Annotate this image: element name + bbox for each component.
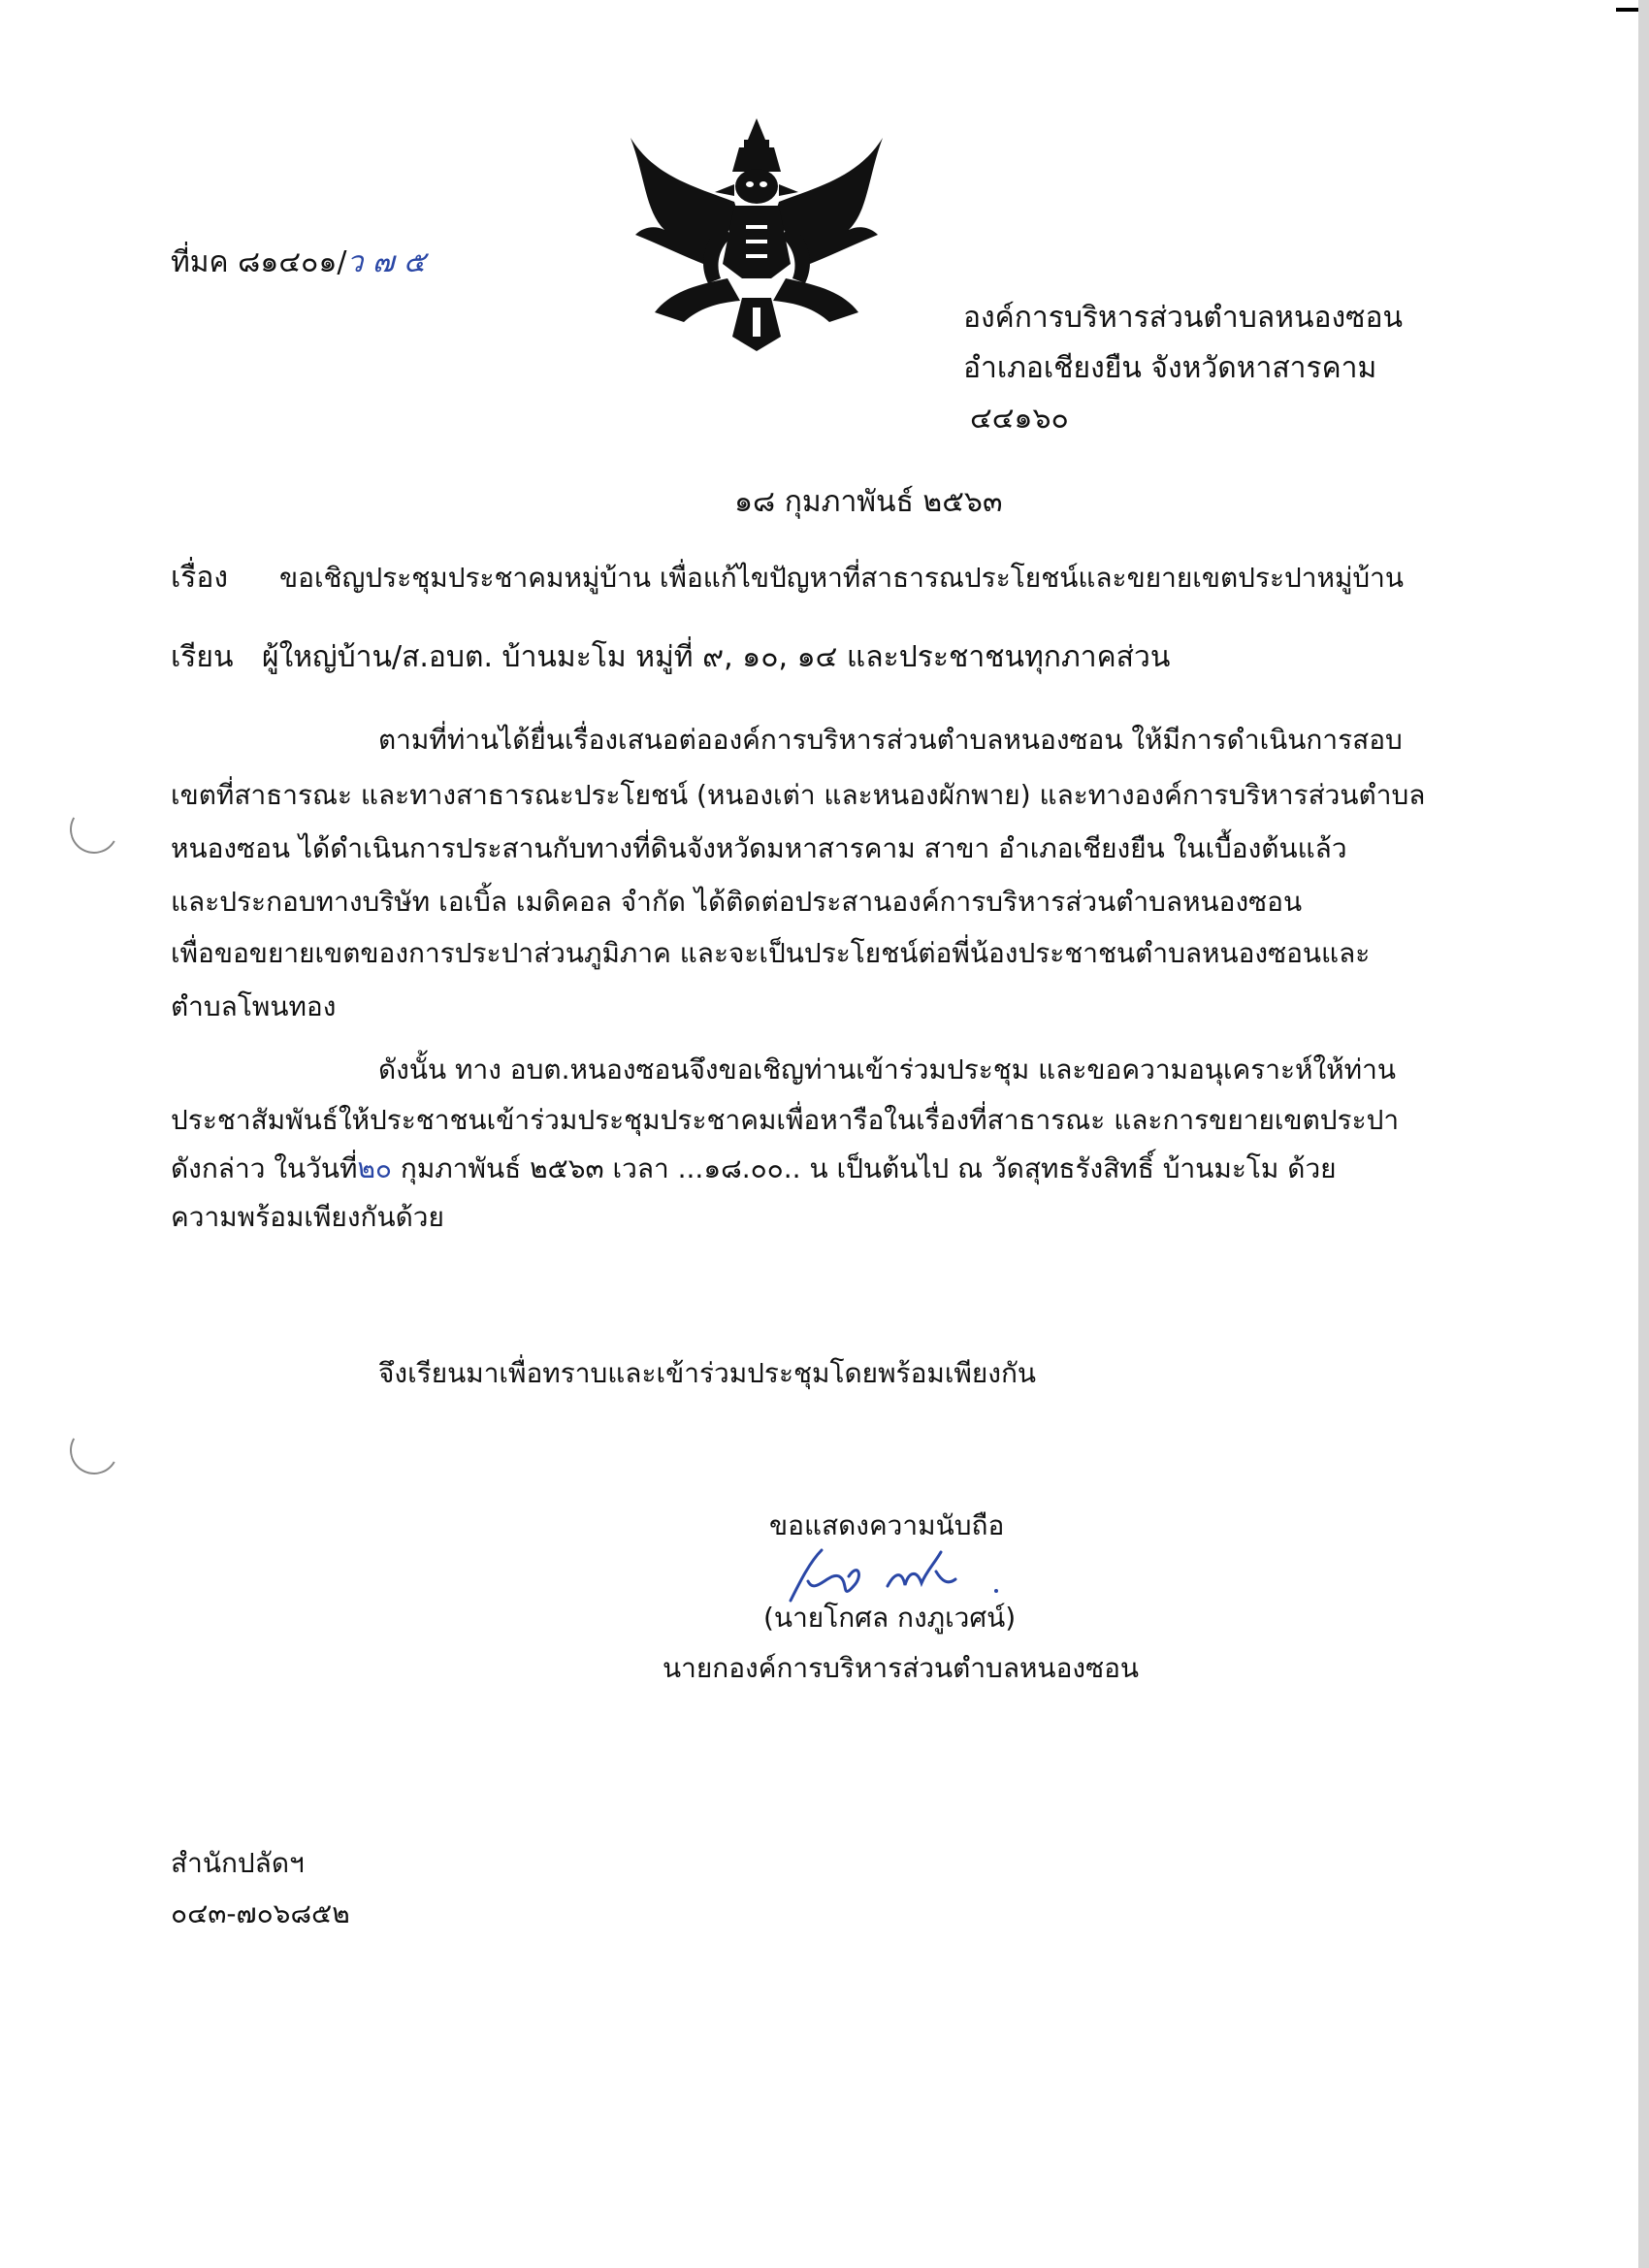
scan-edge-strip [1638, 0, 1649, 2268]
closing-request: จึงเรียนมาเพื่อทราบและเข้าร่วมประชุมโดยพร้อมเพียงกัน [378, 1357, 1037, 1389]
body-para1-line: เขตที่สาธารณะ และทางสาธารณะประโยชน์ (หนองเต่า และหนองผักพาย) และทางองค์การบริหารส่วนตำบล [171, 779, 1426, 811]
body-para1-line: และประกอบทางบริษัท เอเบิ้ล เมดิคอล จำกัด ได้ติดต่อประสานองค์การบริหารส่วนตำบลหนองซอน [171, 886, 1303, 918]
punch-hole-mark [64, 1420, 123, 1479]
reference-number [171, 245, 426, 280]
body-para1-line: ตำบลโพนทอง [171, 990, 337, 1022]
closing-salutation: ขอแสดงความนับถือ [769, 1509, 1005, 1541]
punch-hole-mark [64, 799, 123, 859]
signatory-title: นายกองค์การบริหารส่วนตำบลหนองซอน [663, 1652, 1140, 1684]
subject-label: เรื่อง [171, 561, 229, 595]
subject-text: ขอเชิญประชุมประชาคมหมู่บ้าน เพื่อแก้ไขปัญหาที่สาธารณประโยชน์และขยายเขตประปาหมู่บ้าน [279, 562, 1405, 594]
garuda-emblem-icon [626, 118, 888, 351]
meeting-date-rest: กุมภาพันธ์ ๒๕๖๓ เวลา ...๑๘.๐๐.. น เป็นต้นไป ณ วัดสุทธรังสิทธิ์ บ้านมะโม ด้วย [392, 1152, 1337, 1184]
body-para2-line: ความพร้อมเพียงกันด้วย [171, 1201, 444, 1233]
body-para2-line: ประชาสัมพันธ์ให้ประชาชนเข้าร่วมประชุมประชาคมเพื่อหารือในเรื่องที่สาธารณะ และการขยายเขตประปา [171, 1104, 1400, 1136]
sender-org: องค์การบริหารส่วนตำบลหนองซอน [963, 301, 1404, 335]
body-para2-line [171, 1151, 1337, 1186]
meeting-date-prefix: ดังกล่าว ในวันที่ [171, 1152, 358, 1184]
body-para1-line: ตามที่ท่านได้ยื่นเรื่องเสนอต่อองค์การบริหารส่วนตำบลหนองซอน ให้มีการดำเนินการสอบ [378, 724, 1403, 756]
reference-printed: ที่มค ๘๑๔๐๑/ [171, 245, 347, 279]
body-para2-line: ดังนั้น ทาง อบต.หนองซอนจึงขอเชิญท่านเข้าร่วมประชุม และขอความอนุเคราะห์ให้ท่าน [378, 1053, 1396, 1085]
body-para1-line: หนองซอน ได้ดำเนินการประสานกับทางที่ดินจังหวัดมหาสารคาม สาขา อำเภอเชียงยืน ในเบื้องต้นแล้ว [171, 832, 1347, 864]
sender-district: อำเภอเชียงยืน จังหวัดหาสารคาม [963, 351, 1377, 385]
addressee-text: ผู้ใหญ่บ้าน/ส.อบต. บ้านมะโม หมู่ที่ ๙, ๑๐, ๑๔ และประชาชนทุกภาคส่วน [262, 640, 1171, 674]
meeting-day-handwritten: ๒๐ [357, 1152, 392, 1184]
letter-date: ๑๘ กุมภาพันธ์ ๒๕๖๓ [734, 485, 1003, 519]
sender-postcode: ๔๔๑๖๐ [970, 402, 1069, 436]
addressee-label: เรียน [171, 640, 234, 674]
reference-handwritten: ว ๗ ๕ [346, 245, 426, 279]
signatory-name: (นายโกศล กงภูเวศน์) [763, 1602, 1017, 1634]
body-para1-line: เพื่อขอขยายเขตของการประปาส่วนภูมิภาค และจะเป็นประโยชน์ต่อพี่น้องประชาชนตำบลหนองซอนและ [171, 937, 1371, 969]
office-name: สำนักปลัดฯ [171, 1847, 305, 1879]
office-phone: ๐๔๓-๗๐๖๘๕๒ [171, 1897, 350, 1929]
